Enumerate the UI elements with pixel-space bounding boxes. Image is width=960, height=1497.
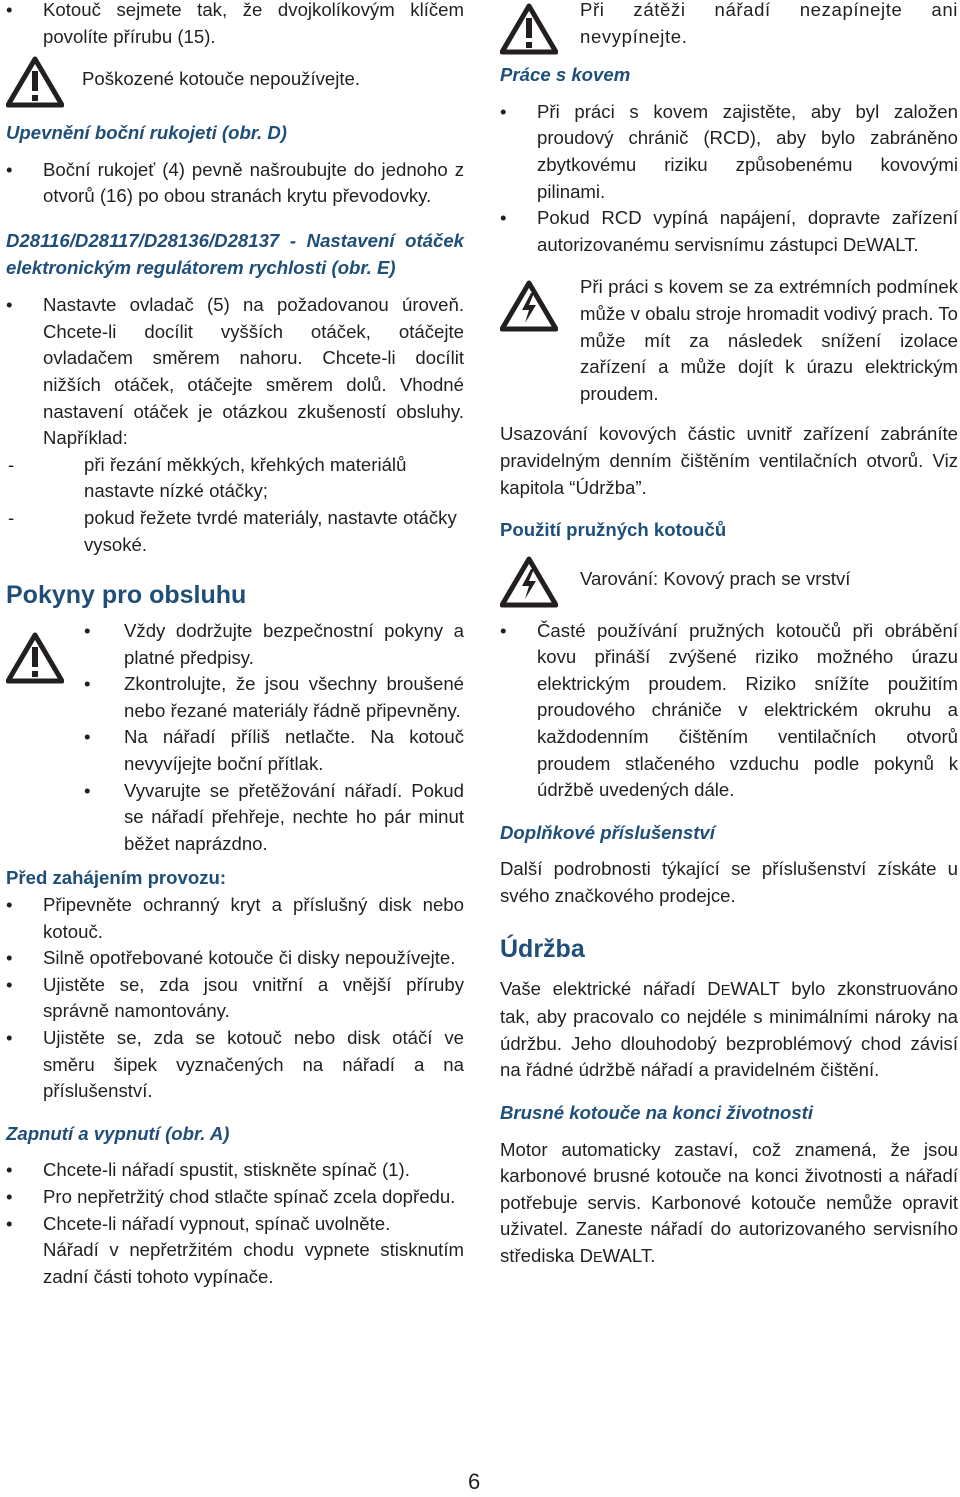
- operation-heading: Pokyny pro obsluhu: [6, 581, 247, 610]
- maintenance-heading: Údržba: [500, 934, 585, 963]
- accessories-heading: Doplňkové příslušenství: [500, 821, 715, 843]
- flex-warning-text: Varování: Kovový prach se vrství: [580, 567, 851, 589]
- brushes-text: Motor automaticky zastaví, což znamená, že jsou karbonové brusné kotouče na konci životnosti a nářadí potřebuje servis. Karbonové kotouče nemůže opravit uživatel. Zaneste nářadí do autorizovaného servisního střediska DEWALT.: [500, 1138, 958, 1266]
- intro-bullet: • Kotouč sejmete tak, že dvojkolíkovým klíčem povolíte přírubu (15).: [6, 0, 464, 50]
- dust-paragraph: Usazování kovových částic uvnitř zařízení zabráníte pravidelným denním čištěním ventilačních otvorů. Viz kapitola “Údržba”.: [500, 423, 958, 498]
- side-handle-bullet: • Boční rukojeť (4) pevně našroubujte do jednoho z otvorů (16) po obou stranách krytu převodovky.: [6, 157, 464, 210]
- operation-block: [6, 618, 464, 857]
- operation-bullet-2: • Zkontrolujte, že jsou všechny broušené nebo řezané materiály řádně připevněny.: [84, 671, 464, 724]
- before-heading: Před zahájením provozu:: [6, 867, 227, 889]
- electric-shock-triangle-icon: [500, 556, 558, 608]
- metal-heading: Práce s kovem: [500, 64, 631, 86]
- load-warning-text: Při zátěži nářadí nezapínejte ani nevypínejte.: [580, 0, 958, 47]
- switch-bullet-2: • Pro nepřetržitý chod stlačte spínač zcela dopředu.: [6, 1184, 464, 1211]
- before-bullet-1-extra: • Silně opotřebované kotouče či disky nepoužívejte.: [6, 945, 464, 972]
- flex-bullet: • Časté používání pružných kotoučů při obrábění kovu přináší zvýšené riziko možného úrazu elektrickým proudem. Riziko snížíte použitím proudového chrániče v elektrickém okruhu a každodenním čištěním ventilačních otvorů proudem stlačeného vzduchu podle pokynů k údržbě uvedených dále.: [500, 618, 958, 804]
- damaged-warning-text: Poškozené kotouče nepoužívejte.: [82, 68, 361, 90]
- warning-triangle-icon: [6, 632, 64, 684]
- flex-warning-block: [500, 556, 958, 618]
- operation-bullet-3: • Na nářadí příliš netlačte. Na kotouč nevyvíjejte boční přítlak.: [84, 724, 464, 777]
- warning-triangle-icon: [6, 56, 64, 108]
- speed-bullet: • Nastavte ovladač (5) na požadovanou úroveň. Chcete-li docílit vyšších otáček, otáčejte ovladačem směrem nahoru. Chcete-li docílit nižších otáček, otáčejte směrem dolů. Vhodné nastavení otáček je otázkou zkušeností obsluhy. Například:: [6, 292, 464, 452]
- switch-bullet-3-extra: Nářadí v nepřetržitém chodu vypnete stisknutím zadní části tohoto vypínače.: [43, 1239, 464, 1287]
- switch-bullet-1: • Chcete-li nářadí spustit, stiskněte spínač (1).: [6, 1157, 464, 1184]
- electric-shock-triangle-icon: [500, 280, 558, 332]
- before-bullet-3: • Ujistěte se, zda se kotouč nebo disk otáčí ve směru šipek vyznačených na nářadí a na příslušenství.: [6, 1025, 464, 1105]
- warning-triangle-icon: [500, 3, 558, 55]
- brushes-heading: Brusné kotouče na konci životnosti: [500, 1102, 814, 1123]
- damaged-warning-block: [6, 66, 464, 118]
- shock-warning-text: Při práci s kovem se za extrémních podmínek může v obalu stroje hromadit vodivý prach. To může mít za následek snížení izolace zařízení a může dojít k úrazu elektrickým proudem.: [580, 276, 958, 404]
- switch-bullet-3: • Chcete-li nářadí vypnout, spínač uvolněte.: [6, 1211, 464, 1238]
- metal-bullet-1: • Při práci s kovem zajistěte, aby byl založen proudový chránič (RCD), aby bylo zabráněno zbytkovému riziku způsobenému kovovými pilinami.: [500, 99, 958, 205]
- before-bullet-2: • Ujistěte se, zda jsou vnitřní a vnější příruby správně namontovány.: [6, 972, 464, 1025]
- accessories-text: Další podrobnosti týkající se příslušenství získáte u svého značkového prodejce.: [500, 858, 958, 907]
- speed-dash-2: - pokud řežete tvrdé materiály, nastavte otáčky vysoké.: [8, 506, 457, 555]
- load-warning-block: [500, 0, 958, 50]
- operation-bullet-1: • Vždy dodržujte bezpečnostní pokyny a platné předpisy.: [84, 618, 464, 671]
- metal-bullet-2: • Pokud RCD vypíná napájení, dopravte zařízení autorizovanému servisnímu zástupci DEWALT.: [500, 205, 958, 260]
- operation-bullet-4: • Vyvarujte se přetěžování nářadí. Pokud se nářadí přehřeje, nechte ho pár minut běžet naprázdno.: [84, 778, 464, 858]
- speed-heading: D28116/D28117/D28136/D28137 - Nastavení otáček elektronickým regulátorem rychlosti (obr. E): [6, 229, 464, 278]
- right-column: [500, 0, 958, 1272]
- maintenance-text: Vaše elektrické nářadí DEWALT bylo zkonstruováno tak, aby pracovalo co nejdéle s minimálními nároky na údržbu. Jeho dlouhodobý bezproblémový chod závisí na řádné údržbě nářadí a pravidelném čištění.: [500, 977, 958, 1081]
- shock-warning-block: [500, 274, 958, 407]
- page-number: 6: [468, 1469, 481, 1494]
- flex-heading: Použití pružných kotoučů: [500, 519, 727, 541]
- before-bullet-1: • Připevněte ochranný kryt a příslušný disk nebo kotouč.: [6, 892, 464, 945]
- switch-heading: Zapnutí a vypnutí (obr. A): [6, 1122, 230, 1144]
- left-column: [6, 0, 464, 1290]
- speed-dash-1: - při řezání měkkých, křehkých materiálů nastavte nízké otáčky;: [8, 453, 407, 502]
- side-handle-heading: Upevnění boční rukojeti (obr. D): [6, 122, 287, 144]
